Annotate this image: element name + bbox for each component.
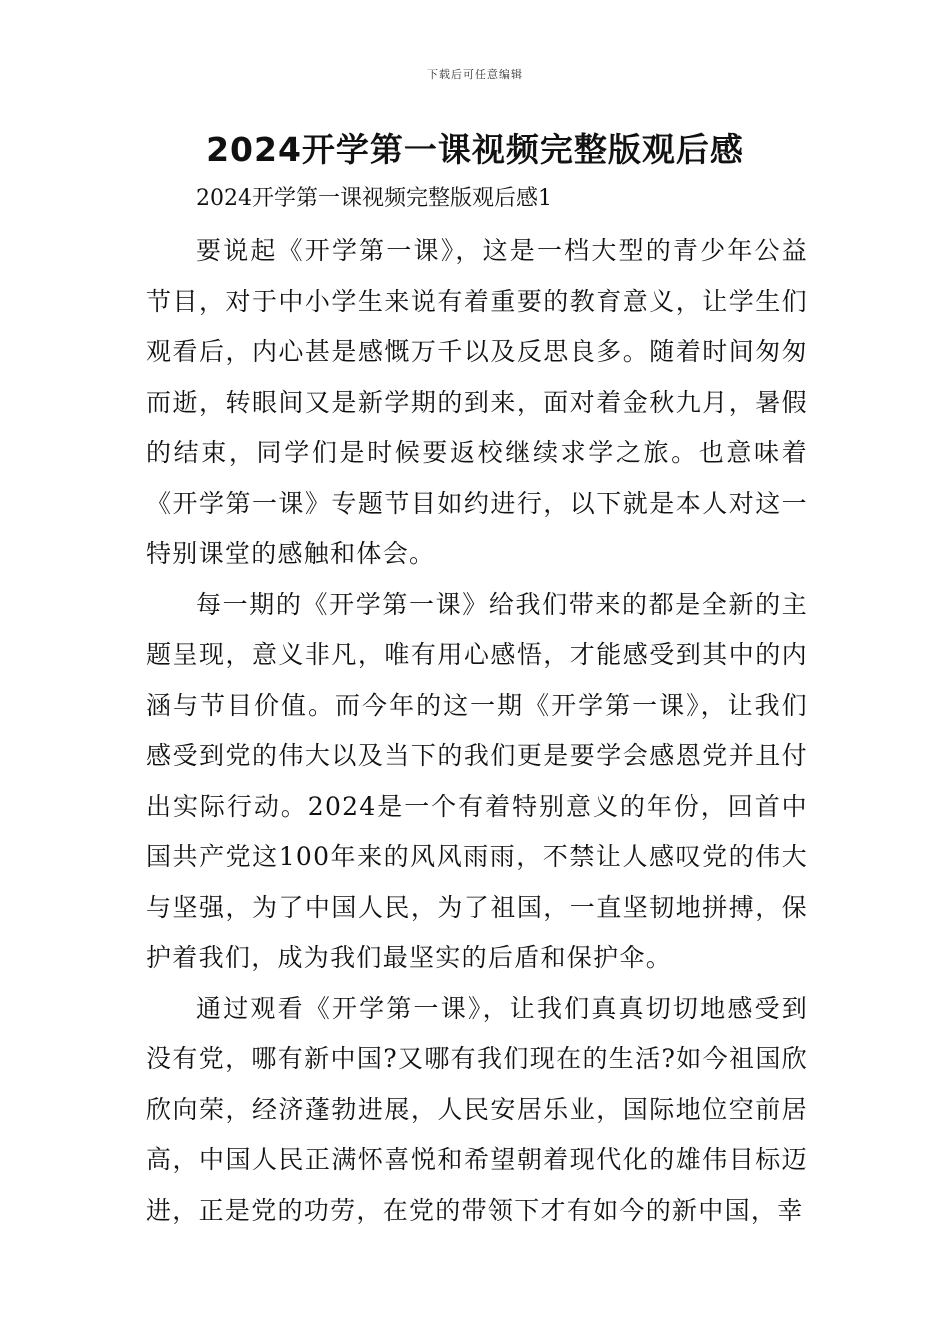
- document-body: [146, 226, 808, 1236]
- document-title: 2024开学第一课视频完整版观后感: [206, 130, 744, 169]
- paragraph: 每一期的《开学第一课》给我们带来的都是全新的主题呈现，意义非凡，唯有用心感悟，才能感受到其中的内涵与节目价值。而今年的这一期《开学第一课》，让我们感受到党的伟大以及当下的我们更是要学会感恩党并且付出实际行动。2024是一个有着特别意义的年份，回首中国共产党这100年来的风风雨雨，不禁让人感叹党的伟大与坚强，为了中国人民，为了祖国，一直坚韧地拼搏，保护着我们，成为我们最坚实的后盾和保护伞。: [146, 589, 808, 972]
- header-note: 下载后可任意编辑: [427, 68, 523, 81]
- paragraph: 要说起《开学第一课》，这是一档大型的青少年公益节目，对于中小学生来说有着重要的教育意义，让学生们观看后，内心甚是感慨万千以及反思良多。随着时间匆匆而逝，转眼间又是新学期的到来，面对着金秋九月，暑假的结束，同学们是时候要返校继续求学之旅。也意味着《开学第一课》专题节目如约进行，以下就是本人对这一特别课堂的感触和体会。: [146, 236, 808, 568]
- paragraph: 通过观看《开学第一课》，让我们真真切切地感受到没有党，哪有新中国?又哪有我们现在的生活?如今祖国欣欣向荣，经济蓬勃进展，人民安居乐业，国际地位空前居高，中国人民正满怀喜悦和希望朝着现代化的雄伟目标迈进，正是党的功劳，在党的带领下才有如今的新中国，幸: [146, 993, 808, 1225]
- section-subtitle: 2024开学第一课视频完整版观后感1: [196, 186, 552, 211]
